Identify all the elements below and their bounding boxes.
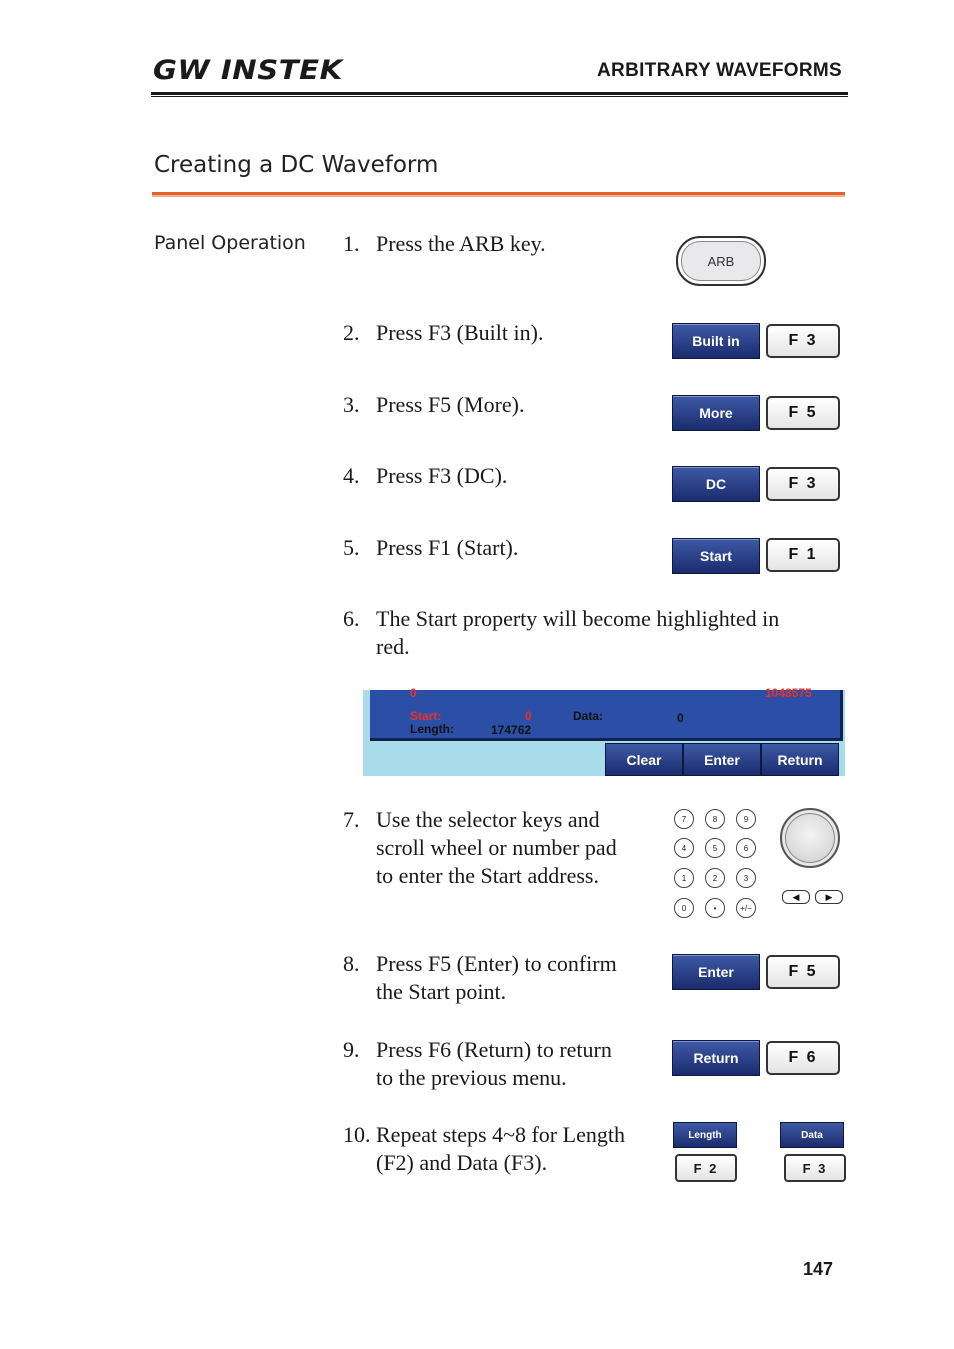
step-number: 6. — [343, 606, 360, 631]
f1-key[interactable]: F 1 — [766, 538, 840, 572]
arb-key[interactable]: ARB — [676, 236, 766, 286]
range-start-value: 0 — [410, 686, 417, 700]
step-text-line: to enter the Start address. — [376, 863, 599, 888]
step-9 — [343, 1036, 663, 1096]
step-text: Press F3 (Built in). — [376, 320, 544, 345]
step-6 — [343, 605, 843, 665]
enter-softkey[interactable]: Enter — [672, 954, 760, 990]
header-rule — [151, 92, 848, 95]
step-text-line: to the previous menu. — [376, 1065, 567, 1090]
range-end-value: 1048575 — [765, 686, 812, 700]
step-text-line: The Start property will become highlighted in — [376, 606, 780, 631]
numpad-key-4[interactable]: 4 — [674, 838, 694, 858]
f3-key[interactable]: F 3 — [766, 324, 840, 358]
step-number: 3. — [343, 392, 360, 417]
section-rule-shade — [152, 195, 845, 197]
step-text-line: (F2) and Data (F3). — [376, 1150, 548, 1175]
start-label: Start: — [410, 709, 442, 723]
data-label: Data: — [573, 709, 604, 723]
step-number: 2. — [343, 320, 360, 345]
numpad-key-0[interactable]: 0 — [674, 898, 694, 918]
step-number: 8. — [343, 951, 360, 976]
page-number: 147 — [803, 1259, 834, 1279]
numpad-key-6[interactable]: 6 — [736, 838, 756, 858]
numpad-key-2[interactable]: 2 — [705, 868, 725, 888]
step-text-line: red. — [376, 634, 410, 659]
length-value: 174762 — [491, 723, 532, 737]
step-8 — [343, 950, 663, 1010]
step-text: Press the ARB key. — [376, 231, 546, 256]
scroll-wheel-icon[interactable] — [780, 808, 840, 868]
return-softkey[interactable]: Return — [761, 743, 839, 776]
start-softkey[interactable]: Start — [672, 538, 760, 574]
numpad-key-9[interactable]: 9 — [736, 809, 756, 829]
start-value: 0 — [525, 709, 532, 723]
f3-key[interactable]: F 3 — [766, 467, 840, 501]
numpad-key-plusminus[interactable]: +/− — [736, 898, 756, 918]
step-text-line: the Start point. — [376, 979, 507, 1004]
numpad-key-dot[interactable]: • — [705, 898, 725, 918]
step-number: 7. — [343, 807, 360, 832]
header-rule-thin — [151, 96, 848, 97]
gw-instek-logo: GW INSTEK — [153, 55, 343, 86]
f5-key[interactable]: F 5 — [766, 396, 840, 430]
builtin-softkey[interactable]: Built in — [672, 323, 760, 359]
panel-operation-label: Panel Operation — [154, 232, 306, 254]
dc-softkey[interactable]: DC — [672, 466, 760, 502]
more-softkey[interactable]: More — [672, 395, 760, 431]
step-number: 5. — [343, 535, 360, 560]
return-softkey[interactable]: Return — [672, 1040, 760, 1076]
chapter-title: ARBITRARY WAVEFORMS — [597, 60, 842, 81]
length-label: Length: — [410, 722, 454, 736]
step-text: Press F1 (Start). — [376, 535, 519, 560]
numpad-key-1[interactable]: 1 — [674, 868, 694, 888]
step-text: Press F5 (More). — [376, 392, 525, 417]
data-value: 0 — [677, 711, 684, 725]
right-arrow-key-icon[interactable]: ▶ — [815, 890, 843, 904]
step-text-line: Press F5 (Enter) to confirm — [376, 951, 617, 976]
step-text-line: Repeat steps 4~8 for Length — [376, 1122, 625, 1147]
numpad-key-5[interactable]: 5 — [705, 838, 725, 858]
step-number: 9. — [343, 1037, 360, 1062]
display-panel — [370, 686, 843, 741]
enter-softkey[interactable]: Enter — [683, 743, 761, 776]
numpad-key-7[interactable]: 7 — [674, 809, 694, 829]
step-10 — [343, 1121, 663, 1181]
section-title: Creating a DC Waveform — [154, 152, 439, 178]
f6-key[interactable]: F 6 — [766, 1041, 840, 1075]
numpad-key-3[interactable]: 3 — [736, 868, 756, 888]
length-softkey[interactable]: Length — [673, 1122, 737, 1148]
display-screenshot — [363, 686, 845, 776]
data-softkey[interactable]: Data — [780, 1122, 844, 1148]
clear-softkey[interactable]: Clear — [605, 743, 683, 776]
f2-key[interactable]: F 2 — [675, 1154, 737, 1182]
step-text-line: scroll wheel or number pad — [376, 835, 617, 860]
left-arrow-key-icon[interactable]: ◀ — [782, 890, 810, 904]
step-number: 4. — [343, 463, 360, 488]
numpad-key-8[interactable]: 8 — [705, 809, 725, 829]
step-number: 1. — [343, 231, 360, 256]
step-text-line: Use the selector keys and — [376, 807, 600, 832]
step-text-line: Press F6 (Return) to return — [376, 1037, 612, 1062]
f5-key[interactable]: F 5 — [766, 955, 840, 989]
step-7 — [343, 806, 663, 896]
f3-key[interactable]: F 3 — [784, 1154, 846, 1182]
step-number: 10. — [343, 1122, 371, 1147]
step-text: Press F3 (DC). — [376, 463, 508, 488]
